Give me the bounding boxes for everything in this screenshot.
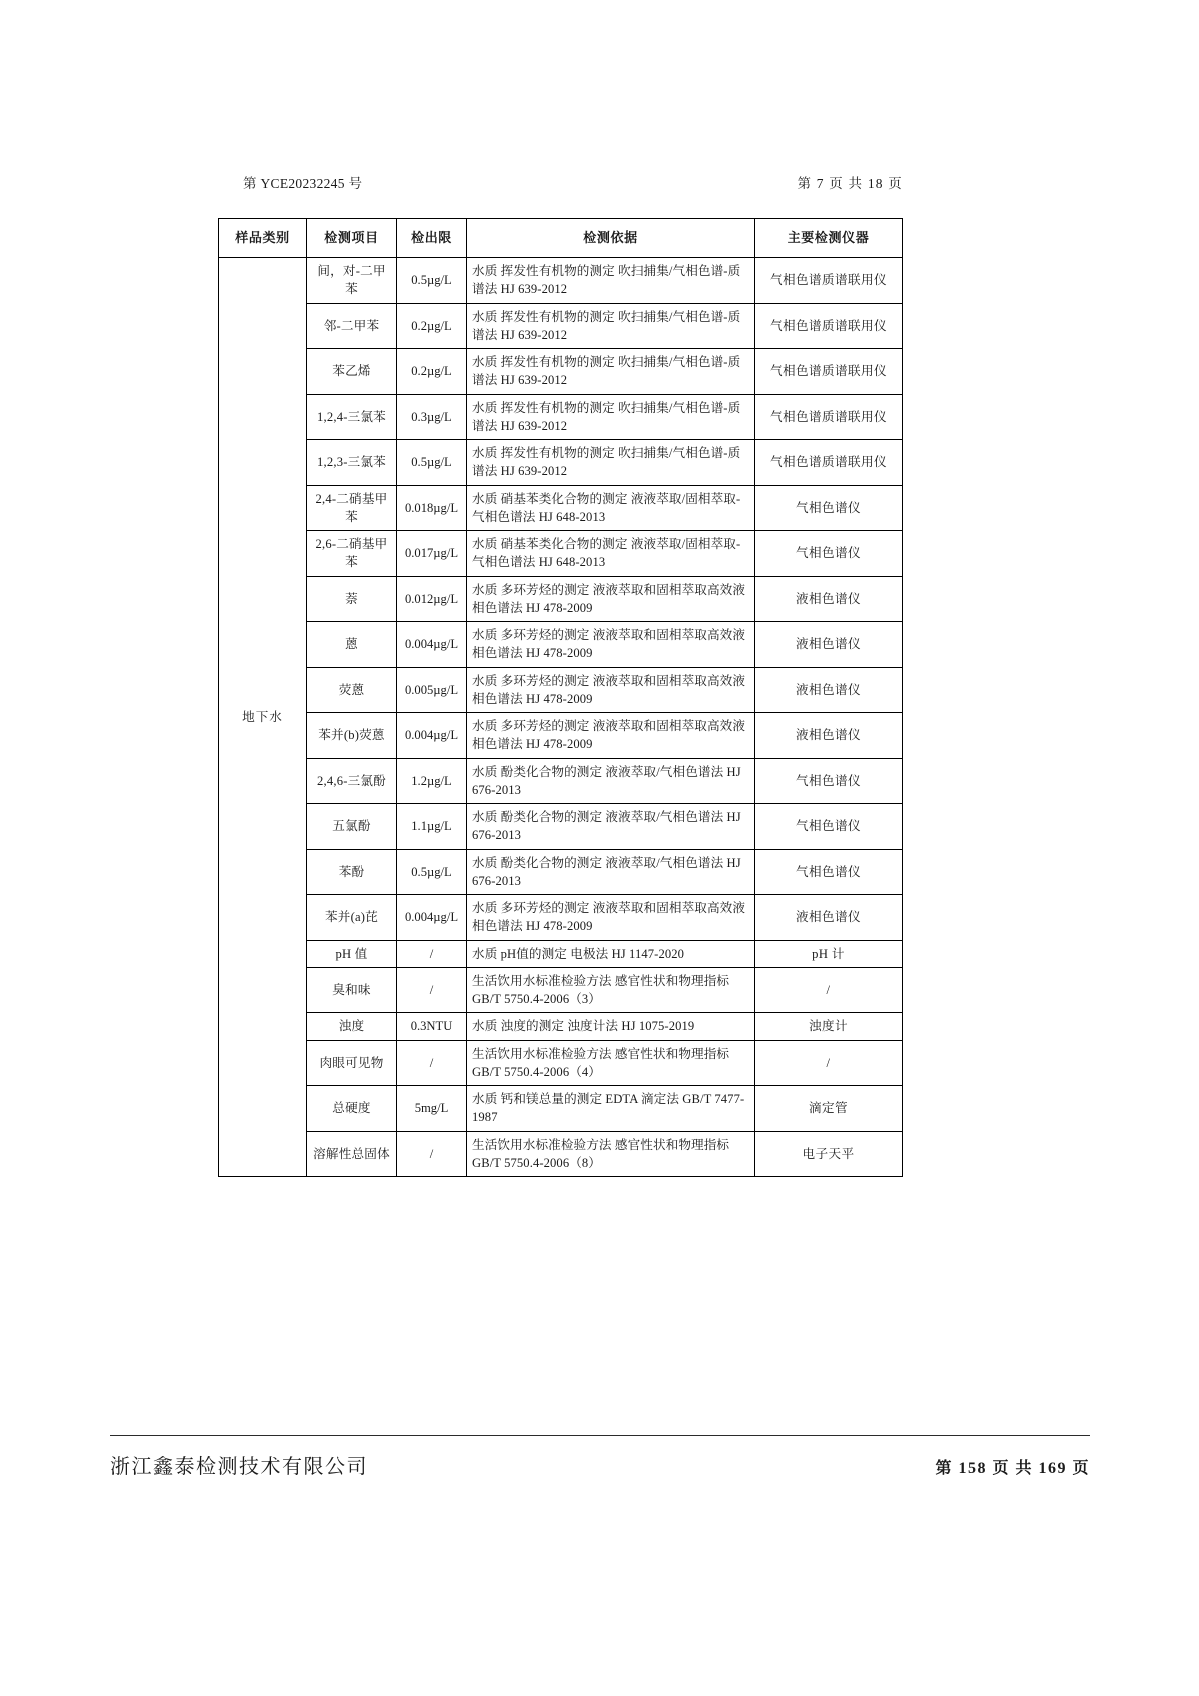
detection-limit-cell: 0.5µg/L: [397, 849, 467, 895]
report-number: 第 YCE20232245 号: [243, 176, 363, 191]
detection-limit-cell: 0.004µg/L: [397, 895, 467, 941]
detection-basis-cell: 水质 酚类化合物的测定 液液萃取/气相色谱法 HJ 676-2013: [467, 804, 755, 850]
detection-limit-cell: 0.3µg/L: [397, 394, 467, 440]
detection-basis-cell: 水质 酚类化合物的测定 液液萃取/气相色谱法 HJ 676-2013: [467, 758, 755, 804]
detection-instrument-cell: 浊度计: [755, 1013, 903, 1040]
detection-limit-cell: 0.005µg/L: [397, 667, 467, 713]
detection-limit-cell: 0.5µg/L: [397, 440, 467, 486]
detection-item-cell: 五氯酚: [307, 804, 397, 850]
detection-limit-cell: 0.2µg/L: [397, 303, 467, 349]
detection-limit-cell: 0.5µg/L: [397, 258, 467, 304]
detection-instrument-cell: 气相色谱仪: [755, 804, 903, 850]
detection-limit-cell: 1.2µg/L: [397, 758, 467, 804]
detection-item-cell: 萘: [307, 576, 397, 622]
detection-basis-cell: 水质 酚类化合物的测定 液液萃取/气相色谱法 HJ 676-2013: [467, 849, 755, 895]
detection-item-cell: 荧蒽: [307, 667, 397, 713]
table-row: [219, 258, 903, 304]
table-row: [219, 804, 903, 850]
detection-item-cell: 2,4-二硝基甲苯: [307, 485, 397, 531]
detection-limit-cell: 5mg/L: [397, 1086, 467, 1132]
detection-limit-cell: 0.004µg/L: [397, 713, 467, 759]
detection-limit-cell: 0.004µg/L: [397, 622, 467, 668]
detection-table: [218, 218, 903, 1177]
detection-basis-cell: 水质 多环芳烃的测定 液液萃取和固相萃取高效液相色谱法 HJ 478-2009: [467, 667, 755, 713]
table-row: [219, 967, 903, 1013]
table-row: [219, 1086, 903, 1132]
column-header-basis: 检测依据: [467, 219, 755, 258]
table-row: [219, 394, 903, 440]
table-row: [219, 713, 903, 759]
detection-basis-cell: 水质 挥发性有机物的测定 吹扫捕集/气相色谱-质谱法 HJ 639-2012: [467, 440, 755, 486]
page-indicator: 第 7 页 共 18 页: [797, 176, 903, 191]
detection-item-cell: 邻-二甲苯: [307, 303, 397, 349]
detection-instrument-cell: 气相色谱仪: [755, 531, 903, 577]
table-row: [219, 940, 903, 967]
detection-basis-cell: 水质 多环芳烃的测定 液液萃取和固相萃取高效液相色谱法 HJ 478-2009: [467, 576, 755, 622]
detection-instrument-cell: 电子天平: [755, 1131, 903, 1177]
detection-instrument-cell: pH 计: [755, 940, 903, 967]
detection-limit-cell: /: [397, 967, 467, 1013]
detection-item-cell: 1,2,4-三氯苯: [307, 394, 397, 440]
detection-instrument-cell: 滴定管: [755, 1086, 903, 1132]
detection-limit-cell: /: [397, 1040, 467, 1086]
detection-instrument-cell: 气相色谱质谱联用仪: [755, 349, 903, 395]
detection-instrument-cell: 气相色谱质谱联用仪: [755, 258, 903, 304]
detection-basis-cell: 生活饮用水标准检验方法 感官性状和物理指标 GB/T 5750.4-2006（8）: [467, 1131, 755, 1177]
detection-limit-cell: 0.3NTU: [397, 1013, 467, 1040]
table-row: [219, 849, 903, 895]
table-row: [219, 485, 903, 531]
detection-instrument-cell: 气相色谱仪: [755, 758, 903, 804]
detection-item-cell: pH 值: [307, 940, 397, 967]
detection-basis-cell: 生活饮用水标准检验方法 感官性状和物理指标 GB/T 5750.4-2006（4）: [467, 1040, 755, 1086]
detection-basis-cell: 水质 pH值的测定 电极法 HJ 1147-2020: [467, 940, 755, 967]
detection-instrument-cell: 液相色谱仪: [755, 576, 903, 622]
table-row: [219, 622, 903, 668]
detection-item-cell: 肉眼可见物: [307, 1040, 397, 1086]
table-row: [219, 1040, 903, 1086]
detection-item-cell: 2,6-二硝基甲苯: [307, 531, 397, 577]
page-footer: [110, 1435, 1090, 1479]
detection-instrument-cell: 液相色谱仪: [755, 895, 903, 941]
detection-limit-cell: 0.2µg/L: [397, 349, 467, 395]
page-header: [243, 172, 903, 192]
detection-item-cell: 总硬度: [307, 1086, 397, 1132]
detection-instrument-cell: /: [755, 967, 903, 1013]
column-header-limit: 检出限: [397, 219, 467, 258]
table-row: [219, 667, 903, 713]
detection-basis-cell: 水质 挥发性有机物的测定 吹扫捕集/气相色谱-质谱法 HJ 639-2012: [467, 258, 755, 304]
table-row: [219, 531, 903, 577]
detection-item-cell: 苯酚: [307, 849, 397, 895]
detection-limit-cell: 1.1µg/L: [397, 804, 467, 850]
detection-item-cell: 蒽: [307, 622, 397, 668]
detection-item-cell: 溶解性总固体: [307, 1131, 397, 1177]
detection-instrument-cell: 液相色谱仪: [755, 622, 903, 668]
sample-category-cell: 地下水: [219, 258, 307, 1177]
detection-basis-cell: 水质 多环芳烃的测定 液液萃取和固相萃取高效液相色谱法 HJ 478-2009: [467, 622, 755, 668]
detection-item-cell: 苯并(a)芘: [307, 895, 397, 941]
detection-instrument-cell: /: [755, 1040, 903, 1086]
table-header-row: [219, 219, 903, 258]
detection-instrument-cell: 气相色谱质谱联用仪: [755, 303, 903, 349]
detection-item-cell: 1,2,3-三氯苯: [307, 440, 397, 486]
table-row: [219, 758, 903, 804]
detection-basis-cell: 水质 浊度的测定 浊度计法 HJ 1075-2019: [467, 1013, 755, 1040]
table-row: [219, 1013, 903, 1040]
detection-basis-cell: 水质 挥发性有机物的测定 吹扫捕集/气相色谱-质谱法 HJ 639-2012: [467, 349, 755, 395]
detection-instrument-cell: 液相色谱仪: [755, 713, 903, 759]
detection-basis-cell: 水质 硝基苯类化合物的测定 液液萃取/固相萃取-气相色谱法 HJ 648-2013: [467, 531, 755, 577]
detection-basis-cell: 水质 多环芳烃的测定 液液萃取和固相萃取高效液相色谱法 HJ 478-2009: [467, 895, 755, 941]
detection-item-cell: 臭和味: [307, 967, 397, 1013]
detection-instrument-cell: 气相色谱仪: [755, 485, 903, 531]
table-row: [219, 349, 903, 395]
detection-instrument-cell: 气相色谱仪: [755, 849, 903, 895]
detection-item-cell: 苯并(b)荧蒽: [307, 713, 397, 759]
detection-basis-cell: 水质 钙和镁总量的测定 EDTA 滴定法 GB/T 7477-1987: [467, 1086, 755, 1132]
column-header-item: 检测项目: [307, 219, 397, 258]
column-header-category: 样品类别: [219, 219, 307, 258]
table-row: [219, 895, 903, 941]
detection-basis-cell: 水质 挥发性有机物的测定 吹扫捕集/气相色谱-质谱法 HJ 639-2012: [467, 394, 755, 440]
detection-basis-cell: 水质 硝基苯类化合物的测定 液液萃取/固相萃取-气相色谱法 HJ 648-2013: [467, 485, 755, 531]
detection-item-cell: 苯乙烯: [307, 349, 397, 395]
table-body: [219, 258, 903, 1177]
table-row: [219, 303, 903, 349]
detection-limit-cell: 0.012µg/L: [397, 576, 467, 622]
detection-table-container: [218, 218, 902, 1177]
detection-limit-cell: /: [397, 1131, 467, 1177]
table-row: [219, 440, 903, 486]
detection-limit-cell: 0.017µg/L: [397, 531, 467, 577]
detection-instrument-cell: 气相色谱质谱联用仪: [755, 440, 903, 486]
detection-item-cell: 间，对-二甲苯: [307, 258, 397, 304]
column-header-instrument: 主要检测仪器: [755, 219, 903, 258]
detection-instrument-cell: 液相色谱仪: [755, 667, 903, 713]
company-name: 浙江鑫泰检测技术有限公司: [110, 1454, 368, 1478]
table-row: [219, 1131, 903, 1177]
detection-basis-cell: 水质 多环芳烃的测定 液液萃取和固相萃取高效液相色谱法 HJ 478-2009: [467, 713, 755, 759]
detection-basis-cell: 水质 挥发性有机物的测定 吹扫捕集/气相色谱-质谱法 HJ 639-2012: [467, 303, 755, 349]
detection-limit-cell: 0.018µg/L: [397, 485, 467, 531]
detection-item-cell: 2,4,6-三氯酚: [307, 758, 397, 804]
detection-item-cell: 浊度: [307, 1013, 397, 1040]
detection-basis-cell: 生活饮用水标准检验方法 感官性状和物理指标 GB/T 5750.4-2006（3）: [467, 967, 755, 1013]
detection-instrument-cell: 气相色谱质谱联用仪: [755, 394, 903, 440]
detection-limit-cell: /: [397, 940, 467, 967]
footer-page-indicator: 第 158 页 共 169 页: [935, 1460, 1090, 1477]
table-row: [219, 576, 903, 622]
